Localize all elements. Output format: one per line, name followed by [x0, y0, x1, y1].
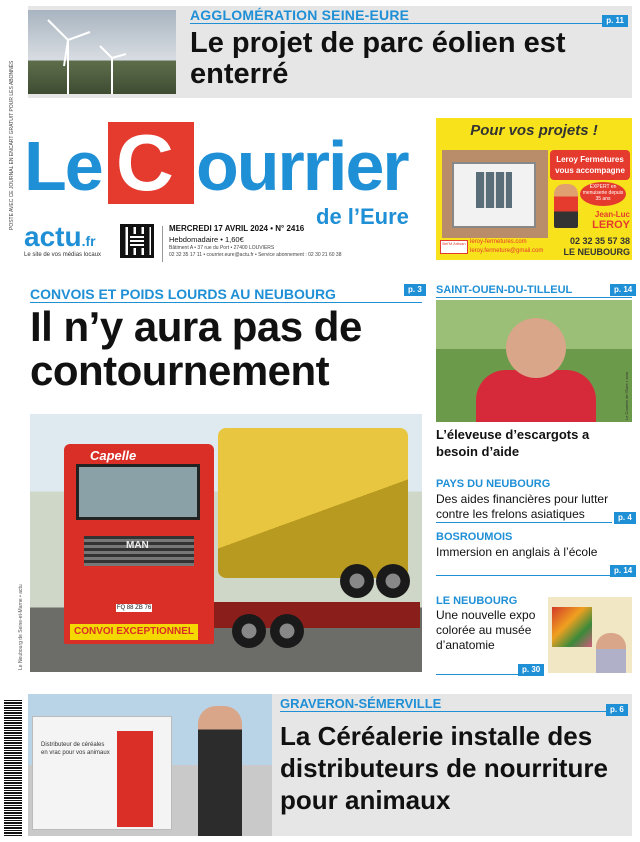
school-story-rule	[436, 575, 612, 576]
bottom-story-headline[interactable]: La Céréalerie installe des distributeurs de nourriture pour animaux	[280, 721, 608, 815]
snail-photo-credit	[624, 330, 632, 420]
bottom-story-kicker: GRAVERON-SÉMERVILLE	[280, 696, 442, 711]
museum-story-kicker: LE NEUBOURG	[436, 595, 518, 607]
issue-divider	[162, 226, 163, 262]
truck-name: Capelle	[90, 448, 137, 463]
ad-city: LE NEUBOURG	[563, 247, 630, 257]
top-story-headline[interactable]: Le projet de parc éolien est enterré	[190, 27, 566, 90]
main-story-page-badge: p. 3	[404, 284, 426, 296]
ad-speech-bubble: Leroy Fermetures vous accompagne	[550, 150, 630, 180]
actu-logo-suffix: .fr	[81, 233, 96, 249]
main-photo-credit	[18, 530, 26, 670]
wind-turbine-icon	[28, 10, 176, 94]
bottom-story-banner[interactable]	[28, 694, 632, 836]
wind-turbines-photo	[28, 10, 176, 94]
wheel	[376, 564, 410, 598]
advertisement[interactable]	[436, 118, 632, 260]
actu-logo[interactable]	[24, 222, 96, 256]
museum-story-page-badge: p. 30	[518, 664, 544, 676]
truck-brand: MAN	[126, 540, 149, 551]
school-story-page-badge: p. 14	[610, 565, 636, 577]
side-notice	[9, 40, 17, 230]
top-story-rule	[190, 23, 626, 24]
ad-name-last: LEROY	[592, 219, 630, 231]
window-photo	[442, 150, 548, 238]
distributor-kiosk	[32, 716, 172, 830]
wheel	[232, 614, 266, 648]
snail-story-headline[interactable]: L’éleveuse d’escargots a besoin d’aide	[436, 427, 590, 459]
ad-phone: 02 32 35 57 38	[569, 236, 630, 246]
truck-windshield	[76, 464, 200, 520]
hornet-story-rule	[436, 522, 612, 523]
qr-code-icon[interactable]	[120, 224, 154, 258]
masthead-ourrier: ourrier	[196, 127, 408, 205]
snail-story-page-badge: p. 14	[610, 284, 636, 296]
window-glass	[476, 172, 512, 208]
distributor-photo	[28, 694, 272, 836]
ad-name-first: Jean-Luc	[594, 210, 630, 219]
farmer-face	[506, 318, 566, 378]
museum-photo[interactable]	[548, 597, 632, 673]
issue-frequency: Hebdomadaire • 1,60€	[169, 235, 244, 244]
dumper-truck	[218, 428, 408, 578]
issue-date: MERCREDI 17 AVRIL 2024 • N° 2416	[169, 224, 305, 233]
wheel	[270, 614, 304, 648]
museum-person	[596, 633, 626, 673]
wheel	[340, 564, 374, 598]
actu-logo-text: actu	[24, 221, 82, 252]
truck-photo[interactable]	[30, 414, 422, 672]
bottom-story-rule	[280, 711, 628, 712]
ad-title: Pour vos projets !	[470, 122, 598, 139]
bottom-story-page-badge: p. 6	[606, 704, 628, 716]
hornet-story-kicker: PAYS DU NEUBOURG	[436, 478, 551, 490]
convoy-sign: CONVOI EXCEPTIONNEL	[70, 624, 198, 640]
man-figure	[198, 706, 242, 836]
masthead-c: C	[116, 118, 174, 207]
snail-story-rule	[436, 297, 632, 298]
top-story-kicker: AGGLOMÉRATION SEINE-EURE	[190, 7, 410, 23]
kiosk-text: Distributeur de céréales en vrac pour vos animaux	[41, 742, 110, 756]
top-story-page-badge: p. 11	[602, 15, 628, 27]
ad-website[interactable]: leroy-fermetures.com	[470, 239, 527, 245]
ad-brand-logo: Bel'M Artisan	[440, 240, 468, 254]
museum-story-text[interactable]: Une nouvelle expo colorée au musée d’anatomie	[436, 608, 536, 652]
hornet-story-text[interactable]: Des aides financières pour lutter contre les frelons asiatiques	[436, 492, 609, 521]
top-story-banner[interactable]	[28, 6, 632, 98]
masthead-subtitle: de l’Eure	[316, 204, 409, 229]
snail-farmer-photo[interactable]	[436, 300, 632, 422]
masthead-le: Le	[24, 127, 102, 205]
school-story-kicker: BOSROUMOIS	[436, 531, 513, 543]
main-story-kicker: CONVOIS ET POIDS LOURDS AU NEUBOURG	[30, 286, 336, 302]
truck-plate: FQ 88 ZB 76	[116, 605, 152, 611]
window-frame	[452, 162, 536, 228]
side-notice-text: POSTE AVEC CE JOURNAL EN ENCART GRATUIT POUR LES ABONNÉS	[9, 60, 15, 230]
snail-photo-credit-text: Le Courrier de l'Eure • actu	[624, 372, 629, 420]
ad-email[interactable]: leroy.fermeture@gmail.com	[470, 248, 544, 254]
painting	[552, 607, 592, 647]
snail-story-kicker: SAINT-OUEN-DU-TILLEUL	[436, 284, 573, 296]
school-story-text[interactable]: Immersion en anglais à l’école	[436, 545, 598, 559]
issue-contact: 02 32 35 17 11 • courrier.eure@actu.fr • Service abonnement : 02 30 21 60 38	[169, 252, 342, 258]
hornet-story-page-badge: p. 4	[614, 512, 636, 524]
ad-expert-badge: EXPERT en menuiserie depuis 35 ans	[580, 182, 626, 206]
ad-mascot-icon	[554, 184, 578, 228]
kiosk-machine	[117, 731, 153, 827]
main-photo-credit-text: Le Neubourg de Seine-et-Marne • actu	[18, 584, 24, 670]
barcode-icon	[4, 700, 22, 836]
issue-address: Bâtiment A • 37 rue du Port • 27400 LOUVIERS	[169, 245, 275, 251]
actu-tagline: Le site de vos médias locaux	[24, 252, 102, 258]
main-story-headline[interactable]: Il n’y aura pas de contournement	[30, 303, 362, 394]
